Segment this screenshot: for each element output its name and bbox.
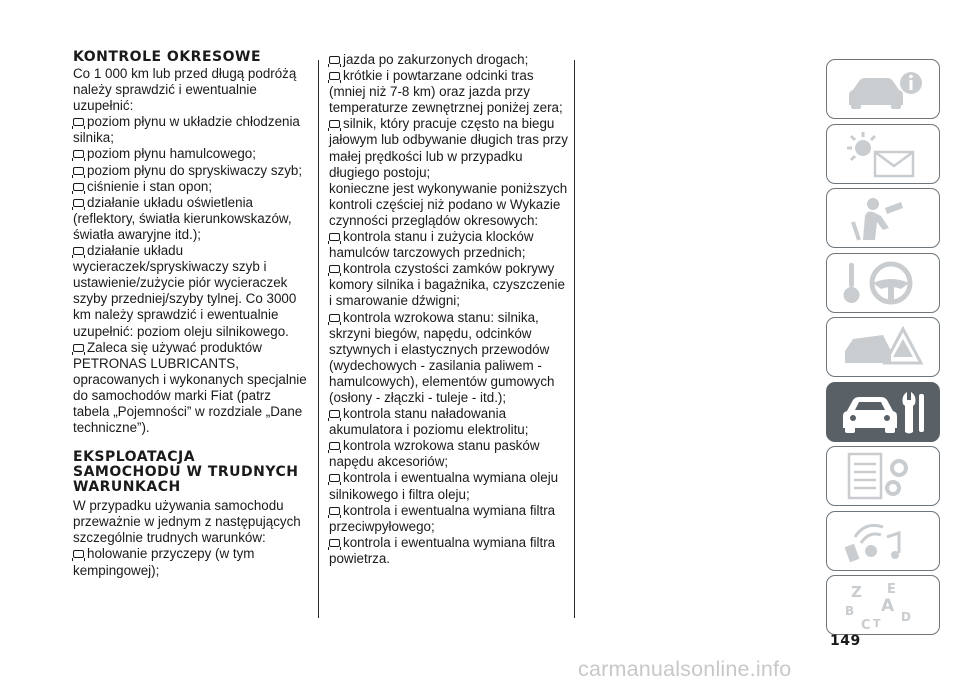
index-letter: E bbox=[887, 582, 896, 597]
bullet-icon bbox=[329, 265, 340, 273]
alphabet-index-icon bbox=[841, 581, 929, 631]
tab-multimedia[interactable] bbox=[826, 511, 940, 571]
list-item: kontrola stanu naładowania akumulatora i poziomu elektrolitu; bbox=[329, 406, 529, 438]
checklist-periodic bbox=[73, 114, 308, 436]
bullet-icon bbox=[329, 233, 340, 241]
index-letter: T bbox=[873, 617, 881, 630]
list-item: poziom płynu w układzie chłodzenia silnika; bbox=[73, 114, 300, 146]
seat-airbag-icon bbox=[841, 194, 929, 244]
list-item: poziom płynu hamulcowego; bbox=[73, 146, 308, 162]
car-info-icon bbox=[841, 65, 929, 115]
list-item: kontrola i ewentualna wymiana oleju silnikowego i filtra oleju; bbox=[329, 470, 559, 502]
watermark: carmanualsonline.info bbox=[578, 657, 792, 681]
bullet-icon bbox=[73, 150, 84, 158]
tab-safety[interactable] bbox=[826, 188, 940, 248]
page-number: 149 bbox=[830, 633, 861, 649]
list-item: kontrola wzrokowa stanu: silnika, skrzyni biegów, napędu, odcinków sztywnych i elastycznych przewodów (wydechowych - zasilania paliwem - hamulcowych), elementów gumowych (osłony - złączki - tuleje - itd.); bbox=[329, 309, 555, 405]
left-column bbox=[73, 50, 308, 579]
bullet-icon bbox=[329, 474, 340, 482]
chapter-tabs bbox=[826, 59, 941, 640]
section-heading-severe-conditions: EKSPLOATACJA SAMOCHODU W TRUDNYCH WARUNKACH bbox=[73, 449, 299, 496]
list-item: kontrola czystości zamków pokrywy komory silnika i bagażnika, czyszczenie i smarowanie dźwigni; bbox=[329, 261, 565, 309]
bullet-icon bbox=[329, 314, 340, 322]
tab-lights-messages[interactable] bbox=[826, 124, 940, 184]
list-item: kontrola wzrokowa stanu pasków napędu akcesoriów; bbox=[329, 438, 540, 470]
bullet-icon bbox=[329, 120, 340, 128]
tab-maintenance[interactable] bbox=[826, 382, 940, 442]
bullet-icon bbox=[73, 550, 84, 558]
bullet-icon bbox=[73, 118, 84, 126]
list-item: silnik, który pracuje często na biegu jałowym lub odbywanie długich tras przy małej prędkości lub w przypadku długiego postoju; bbox=[329, 116, 568, 180]
middle-paragraph: konieczne jest wykonywanie poniższych kontroli częściej niż podano w Wykazie czynności przeglądów okresowych: bbox=[329, 180, 568, 228]
bullet-icon bbox=[329, 56, 340, 64]
bullet-icon bbox=[329, 507, 340, 515]
list-item: działanie układu wycieraczek/spryskiwaczy szyb i ustawienie/zużycie piór wycieraczek szyby przedniej/szyby tylnej. Co 3000 km należy sprawdzić i ewentualnie uzupełnić: poziom oleju silnikowego. bbox=[73, 243, 297, 339]
list-item: ciśnienie i stan opon; bbox=[73, 179, 308, 195]
tab-emergency[interactable] bbox=[826, 317, 940, 377]
index-letter: A bbox=[881, 596, 895, 616]
list-item: holowanie przyczepy (w tym kempingowej); bbox=[73, 546, 255, 578]
list-item: poziom płynu do spryskiwaczy szyb; bbox=[73, 163, 308, 179]
list-item: kontrola stanu i zużycia klocków hamulców tarczowych przednich; bbox=[329, 229, 534, 261]
media-music-icon bbox=[841, 517, 929, 567]
tab-car-info[interactable] bbox=[826, 59, 940, 119]
bullet-icon bbox=[73, 167, 84, 175]
list-item: kontrola i ewentualna wymiana filtra powietrza. bbox=[329, 534, 556, 566]
list-item: Zaleca się używać produktów PETRONAS LUBRICANTS, opracowanych i wykonanych specjalnie do samochodów marki Fiat (patrz tabela „Pojemności” w rozdziale „Dane techniczne”). bbox=[73, 339, 307, 436]
intro2-paragraph: W przypadku używania samochodu przeważnie w jednym z następujących szczególnie trudnych warunków: bbox=[73, 498, 301, 546]
bullet-icon bbox=[329, 539, 340, 547]
tab-technical-data[interactable] bbox=[826, 446, 940, 506]
bullet-icon bbox=[73, 344, 84, 352]
index-letter: Z bbox=[851, 583, 862, 601]
index-letter: D bbox=[901, 610, 911, 624]
key-steering-wheel-icon bbox=[841, 259, 929, 309]
bullet-icon bbox=[329, 72, 340, 80]
tab-index[interactable] bbox=[826, 575, 940, 635]
document-gear-icon bbox=[841, 452, 929, 502]
section-heading-periodic-checks: KONTROLE OKRESOWE bbox=[73, 49, 262, 65]
light-mail-icon bbox=[841, 130, 929, 180]
bullet-icon bbox=[329, 442, 340, 450]
bullet-icon bbox=[329, 410, 340, 418]
list-item: jazda po zakurzonych drogach; bbox=[329, 52, 569, 68]
list-item: krótkie i powtarzane odcinki tras (mniej niż 7-8 km) oraz jazda przy temperaturze zewnętrznej poniżej zera; bbox=[329, 68, 563, 116]
intro-paragraph: Co 1 000 km lub przed długą podróżą należy sprawdzić i ewentualnie uzupełnić: bbox=[73, 66, 297, 114]
list-item: działanie układu oświetlenia (reflektory, światła kierunkowskazów, światła awaryjne itd.); bbox=[73, 194, 292, 242]
bullet-icon bbox=[73, 183, 84, 191]
bullet-icon bbox=[73, 199, 84, 207]
column-divider bbox=[318, 60, 319, 618]
list-item: kontrola i ewentualna wymiana filtra przeciwpyłowego; bbox=[329, 502, 556, 534]
column-divider bbox=[574, 60, 575, 618]
car-wrench-icon bbox=[841, 388, 929, 438]
index-letter: C bbox=[861, 618, 871, 631]
car-warning-icon bbox=[841, 323, 929, 373]
index-letter: B bbox=[845, 604, 855, 618]
tab-starting-driving[interactable] bbox=[826, 253, 940, 313]
middle-column bbox=[329, 52, 569, 567]
bullet-icon bbox=[73, 247, 84, 255]
